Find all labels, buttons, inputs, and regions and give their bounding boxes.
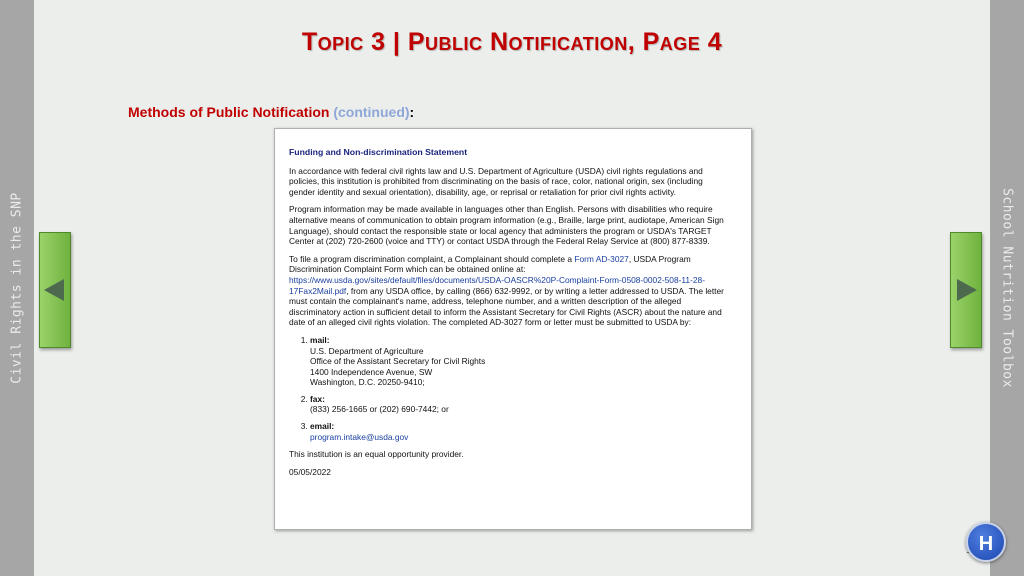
method-line: (833) 256-1665 or (202) 690-7442; or <box>310 404 449 415</box>
paragraph-3-part-c: , from any USDA office, by calling (866) 632-9992, or by writing a letter addressed to USDA. The letter must contain the complainant's name, address, telephone number, and a written description of the alleged discriminatory action in sufficient detail to inform the Assistant Secretary for Civil Rights (ASCR) about the nature and date of an alleged civil rights violation. The completed AD-3027 form or letter must be submitted to USDA by: <box>289 285 724 328</box>
submission-methods-list <box>289 335 729 442</box>
document-paragraph-3 <box>289 254 729 328</box>
equal-opportunity-statement: This institution is an equal opportunity provider. <box>289 449 464 460</box>
slide-canvas <box>34 0 990 576</box>
complaint-form-url-link[interactable]: https://www.usda.gov/sites/default/files/documents/USDA-OASCR%20P-Complaint-Form-0508-0002-508-11-28-17Fax2Mail.pdf <box>289 274 705 296</box>
document-paragraph-2: Program information may be made available in languages other than English. Persons with disabilities who require alternative means of communication to obtain program information (e.g., Braille, large print, audiotape, American Sign Language), should contact the responsible state or local agency that administers the program or USDA's TARGET Center at (202) 720-2600 (voice and TTY) or contact USDA through the Federal Relay Service at (800) 877-8339. <box>289 204 724 247</box>
paragraph-3-part-b: , USDA Program Discrimination Complaint Form which can be obtained online at: <box>289 253 691 275</box>
subheading-colon: : <box>409 104 415 120</box>
home-button[interactable]: H <box>966 522 1006 562</box>
left-vertical-caption: Civil Rights in the SNP <box>9 192 25 384</box>
triangle-right-icon <box>957 279 977 301</box>
section-subheading <box>128 104 414 120</box>
slide-title: Topic 3 | Public Notification, Page 4 <box>301 28 723 56</box>
subheading-text: Methods of Public Notification <box>128 104 330 120</box>
method-line: Washington, D.C. 20250-9410; <box>310 377 425 388</box>
previous-slide-button[interactable] <box>39 232 71 348</box>
email-link[interactable]: program.intake@usda.gov <box>310 431 409 442</box>
submission-method-email <box>310 421 729 442</box>
method-line: 1400 Independence Avenue, SW <box>310 366 433 377</box>
paragraph-3-part-a: To file a program discrimination complaint, a Complainant should complete a <box>289 253 575 264</box>
next-slide-button[interactable] <box>950 232 982 348</box>
method-label: email: <box>310 421 335 432</box>
method-label: mail: <box>310 334 330 345</box>
subheading-continued: (continued) <box>333 104 410 120</box>
method-line: Office of the Assistant Secretary for Civil Rights <box>310 356 486 367</box>
submission-method-fax <box>310 394 729 415</box>
method-line: U.S. Department of Agriculture <box>310 345 424 356</box>
method-label: fax: <box>310 393 325 404</box>
right-vertical-caption: School Nutrition Toolbox <box>999 188 1015 388</box>
nondiscrimination-statement-document <box>274 128 752 530</box>
form-ad-3027-link[interactable]: Form AD-3027 <box>574 253 629 264</box>
submission-method-mail <box>310 335 729 388</box>
document-date: 05/05/2022 <box>289 466 331 477</box>
document-paragraph-1: In accordance with federal civil rights law and U.S. Department of Agriculture (USDA) civil rights regulations and policies, this institution is prohibited from discriminating on the basis of race, color, national origin, sex (including gender identity and sexual orientation), disability, age, or reprisal or retaliation for prior civil rights activity. <box>289 165 703 197</box>
document-heading: Funding and Non-discrimination Statement <box>289 147 468 157</box>
triangle-left-icon <box>44 279 64 301</box>
